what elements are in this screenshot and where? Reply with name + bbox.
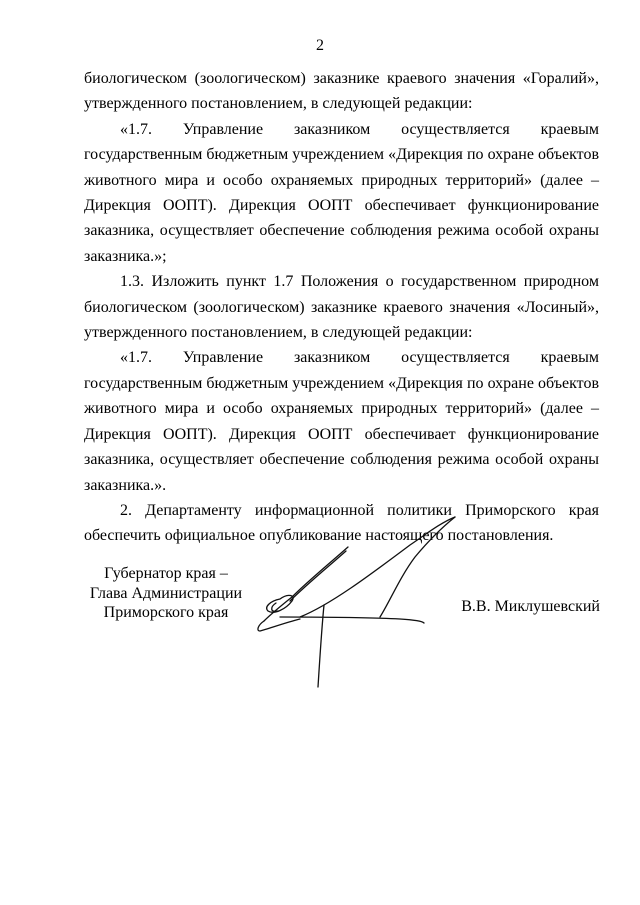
paragraph: «1.7. Управление заказником осуществляется краевым государственным бюджетным учреждением «Дирекция по охране объектов животного мира и особо охраняемых природных территорий» (далее – Дирекция ООПТ). Дирекция ООПТ обеспечивает функционирование заказника, осуществляет обеспечение соблюдения режима особой охраны заказника.»;: [84, 120, 599, 265]
paragraph: 1.3. Изложить пункт 1.7 Положения о государственном природном биологическом (зоологическом) заказнике краевого значения «Лосиный», утвержденного постановлением, в следующей редакции:: [84, 273, 599, 342]
paragraph: биологическом (зоологическом) заказнике краевого значения «Горалий», утвержденного постановлением, в следующей редакции:: [84, 70, 599, 113]
signer-position-line: Приморского края: [103, 604, 229, 621]
signer-position: [78, 564, 254, 623]
handwritten-signature: [240, 505, 470, 705]
signer-name: В.В. Миклушевский: [461, 598, 600, 615]
paragraph: 2. Департаменту информационной политики Приморского края обеспечить официальное опубликование настоящего постановления.: [84, 501, 599, 545]
paragraph: «1.7. Управление заказником осуществляется краевым государственным бюджетным учреждением «Дирекция по охране объектов животного мира и особо охраняемых природных территорий» (далее – Дирекция ООПТ). Дирекция ООПТ обеспечивает функционирование заказника, осуществляет обеспечение соблюдения режима особой охраны заказника.».: [84, 349, 599, 494]
page-number: 2: [316, 37, 324, 54]
signer-position-line: Губернатор края –: [104, 565, 228, 582]
signer-position-line: Глава Администрации: [89, 584, 243, 602]
